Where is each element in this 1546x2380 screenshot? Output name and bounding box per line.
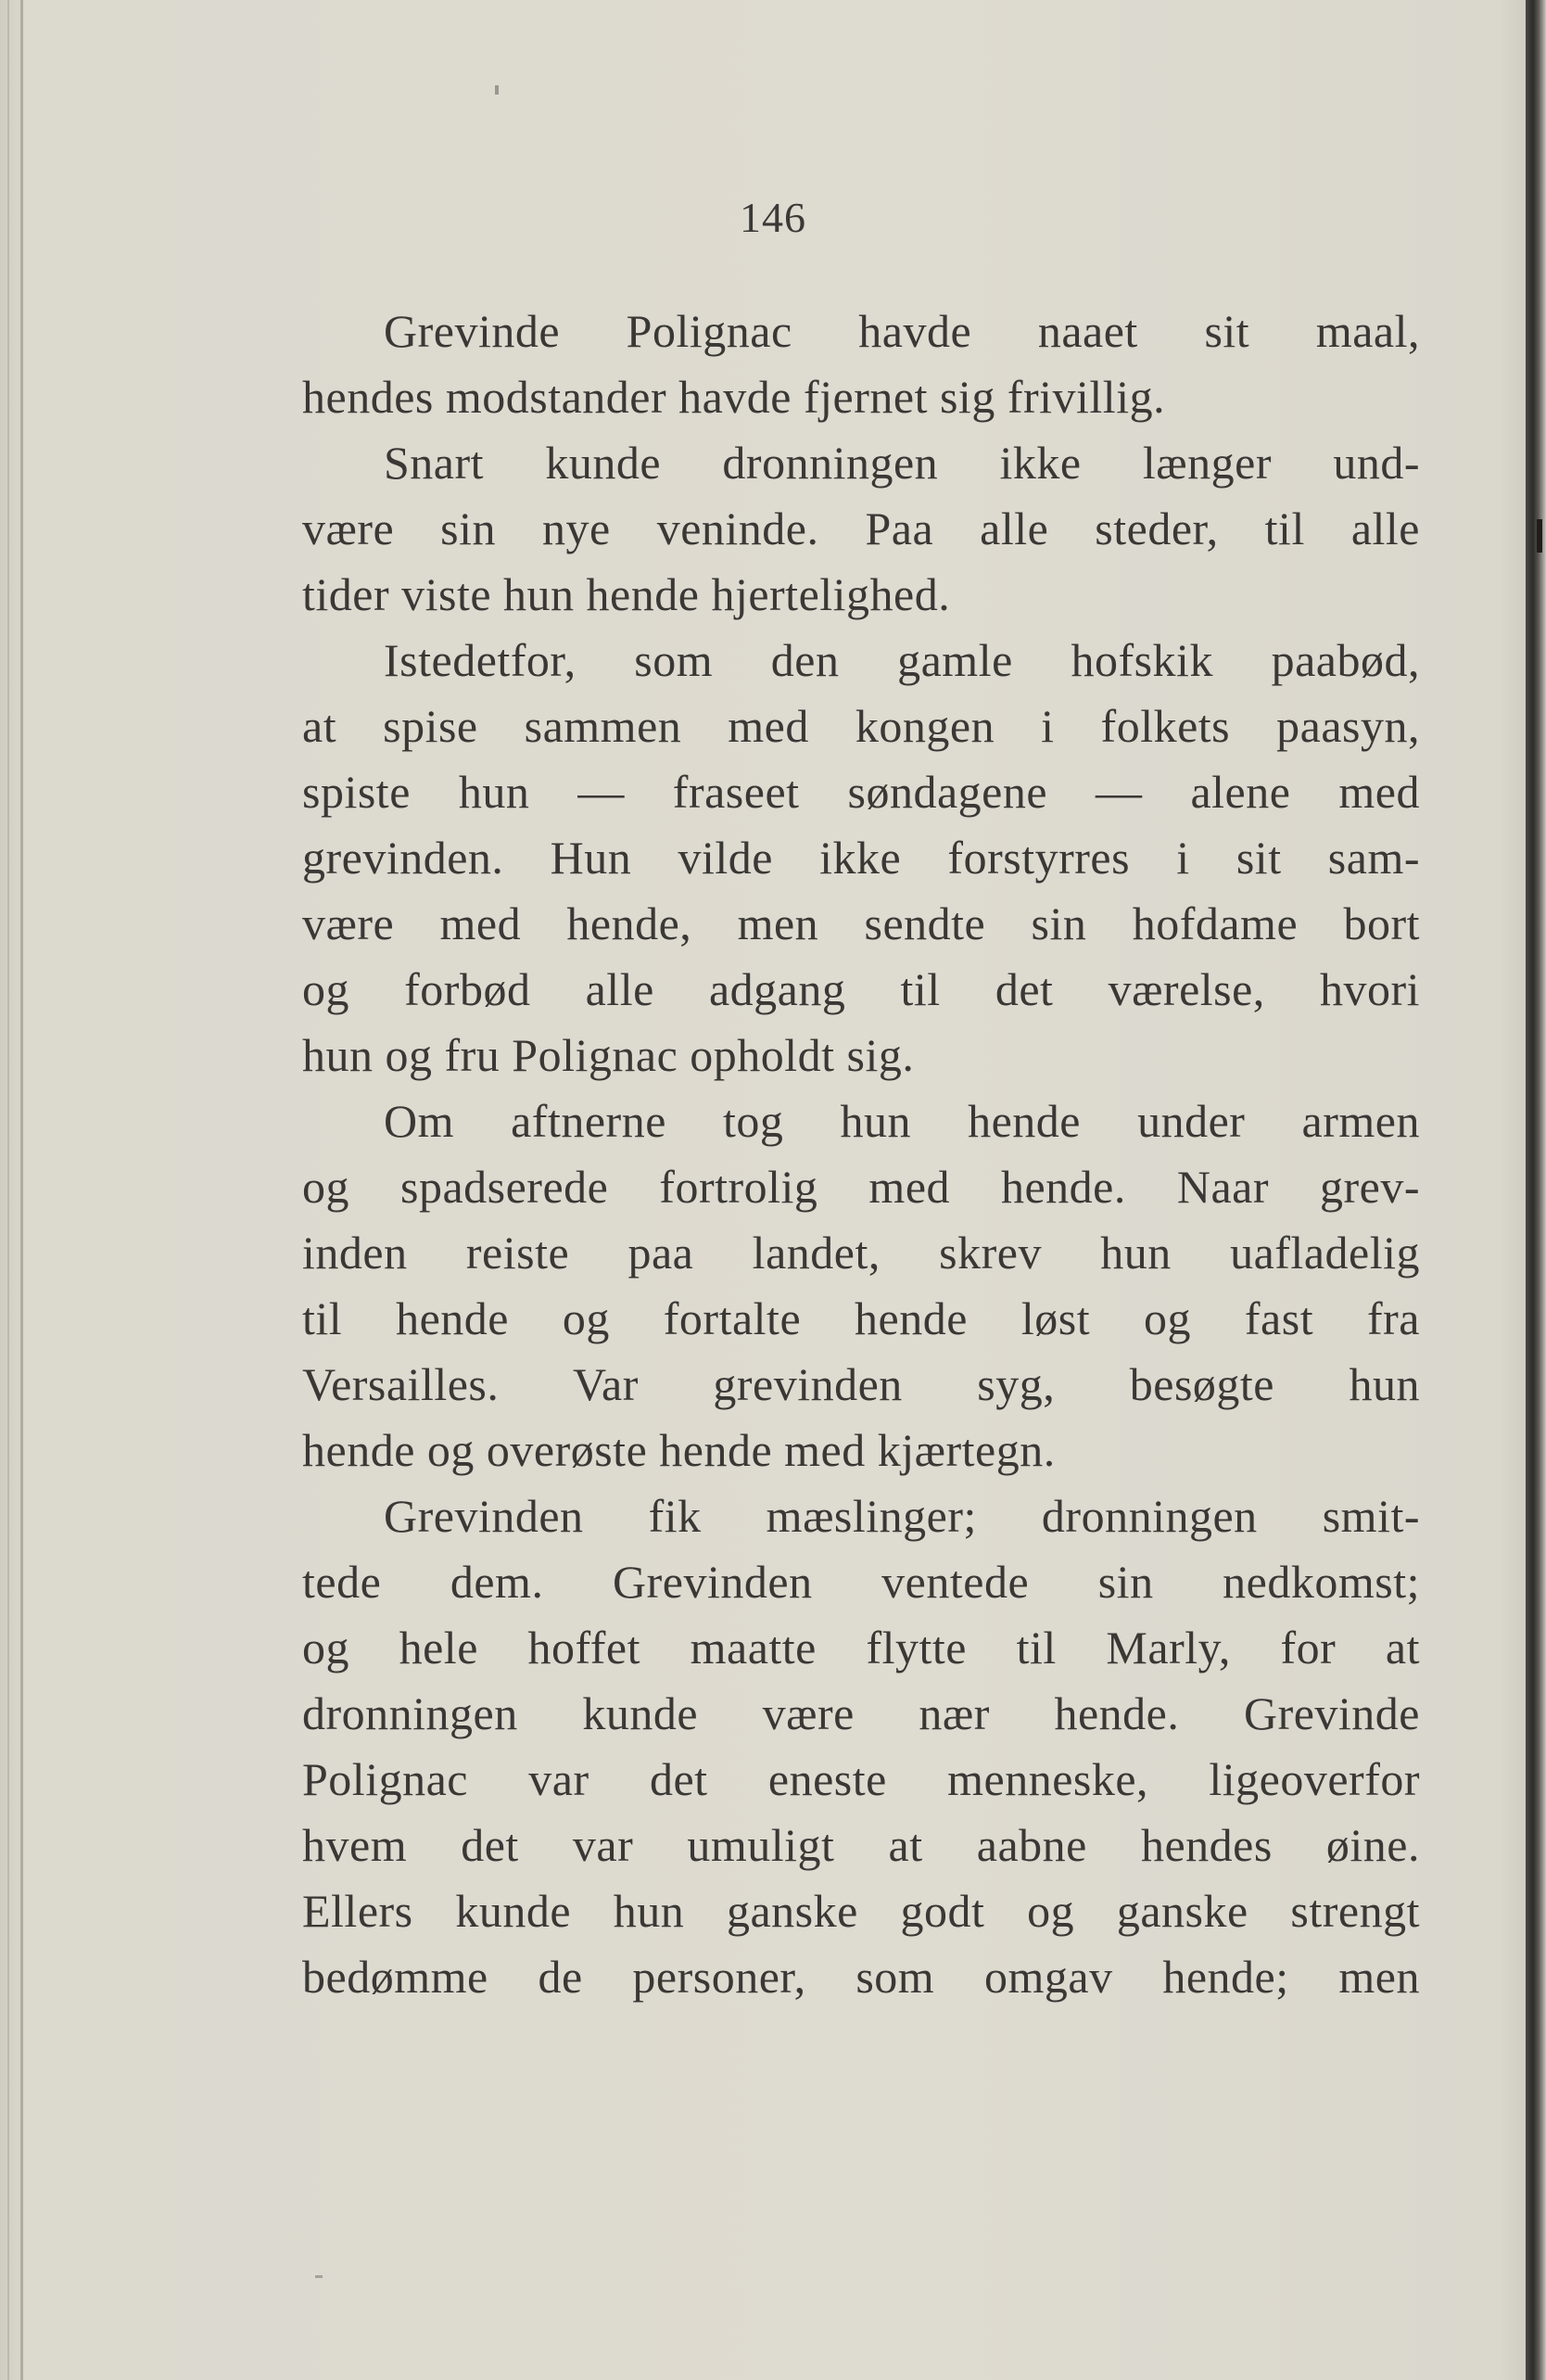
body-text — [302, 299, 1420, 2010]
text-line: Polignac var det eneste menneske, ligeoverfor — [302, 1753, 1420, 1805]
text-line: Istedetfor, som den gamle hofskik paabød, — [384, 634, 1420, 686]
text-line: og hele hoffet maatte flytte til Marly, for at — [302, 1622, 1420, 1674]
text-line: være sin nye veninde. Paa alle steder, til alle — [302, 503, 1420, 554]
text-line: Om aftnerne tog hun hende under armen — [384, 1095, 1420, 1147]
text-line: være med hende, men sendte sin hofdame bort — [302, 897, 1420, 949]
text-line: Snart kunde dronningen ikke længer und- — [384, 437, 1420, 489]
page-edge-tab — [1537, 519, 1542, 553]
text-line: Ellers kunde hun ganske godt og ganske strengt — [302, 1885, 1420, 1937]
text-line: til hende og fortalte hende løst og fast fra — [302, 1292, 1420, 1344]
page-number: 146 — [740, 194, 806, 241]
text-line: Grevinden fik mæslinger; dronningen smit- — [384, 1490, 1420, 1542]
text-line: spiste hun — fraseet søndagene — alene med — [302, 766, 1420, 818]
page-binding-edge — [20, 0, 23, 2380]
text-line: inden reiste paa landet, skrev hun uafladelig — [302, 1227, 1420, 1279]
text-line: hendes modstander havde fjernet sig frivillig. — [302, 371, 1166, 423]
page-right-edge — [1526, 0, 1546, 2380]
text-line: hun og fru Polignac opholdt sig. — [302, 1029, 915, 1081]
page-gutter-line — [7, 0, 9, 2380]
text-line: tider viste hun hende hjertelighed. — [302, 568, 951, 620]
text-line: hende og overøste hende med kjærtegn. — [302, 1424, 1056, 1476]
text-line: og forbød alle adgang til det værelse, hvori — [302, 963, 1420, 1015]
text-line: bedømme de personer, som omgav hende; men — [302, 1951, 1420, 2003]
print-speck — [495, 85, 499, 95]
text-line: grevinden. Hun vilde ikke forstyrres i sit sam- — [302, 832, 1420, 884]
text-line: Grevinde Polignac havde naaet sit maal, — [384, 305, 1420, 357]
text-line: at spise sammen med kongen i folkets paasyn, — [302, 700, 1420, 752]
text-line: tede dem. Grevinden ventede sin nedkomst; — [302, 1556, 1420, 1608]
text-line: Versailles. Var grevinden syg, besøgte hun — [302, 1358, 1420, 1410]
text-line: og spadserede fortrolig med hende. Naar grev- — [302, 1161, 1420, 1213]
text-line: hvem det var umuligt at aabne hendes øine. — [302, 1819, 1420, 1871]
print-speck — [315, 2275, 323, 2278]
text-line: dronningen kunde være nær hende. Grevinde — [302, 1687, 1420, 1739]
